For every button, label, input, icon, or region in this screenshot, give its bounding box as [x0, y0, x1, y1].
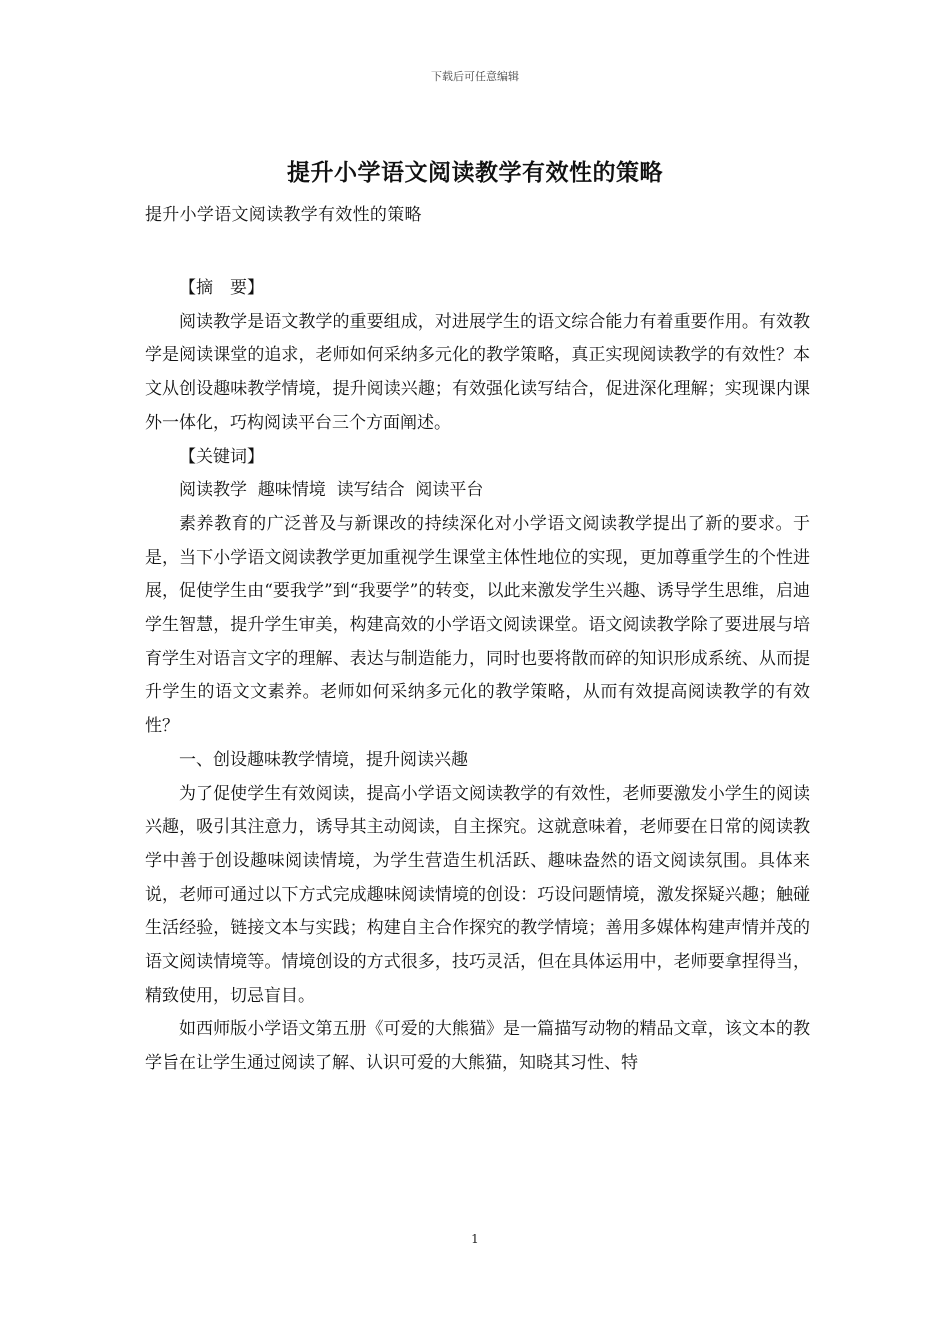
section-1-paragraph-2: 如西师版小学语文第五册《可爱的大熊猫》是一篇描写动物的精品文章，该文本的教学旨在让学生通过阅读了解、认识可爱的大熊猫，知晓其习性、特 [145, 1019, 810, 1074]
document-subtitle: 提升小学语文阅读教学有效性的策略 [145, 205, 422, 225]
keywords-heading: 【关键词】 [179, 446, 264, 467]
abstract-paragraph: 阅读教学是语文教学的重要组成，对进展学生的语文综合能力有着重要作用。有效教学是阅读课堂的追求，老师如何采纳多元化的教学策略，真正实现阅读教学的有效性？本文从创设趣味教学情境，提升阅读兴趣；有效强化读写结合，促进深化理解；实现课内课外一体化，巧构阅读平台三个方面阐述。 [145, 311, 810, 433]
keywords-paragraph: 阅读教学 趣味情境 读写结合 阅读平台 [179, 480, 484, 501]
document-title: 提升小学语文阅读教学有效性的策略 [287, 159, 663, 186]
page-number: 1 [471, 1232, 479, 1246]
header-note: 下载后可任意编辑 [431, 70, 519, 83]
abstract-heading: 【摘 要】 [179, 278, 264, 298]
section-1-paragraph-1: 为了促使学生有效阅读，提高小学语文阅读教学的有效性，老师要激发小学生的阅读兴趣，吸引其注意力，诱导其主动阅读，自主探究。这就意味着，老师要在日常的阅读教学中善于创设趣味阅读情境，为学生营造生机活跃、趣味盎然的语文阅读氛围。具体来说，老师可通过以下方式完成趣味阅读情境的创设：巧设问题情境，激发探疑兴趣；触碰生活经验，链接文本与实践；构建自主合作探究的教学情境；善用多媒体构建声情并茂的语文阅读情境等。情境创设的方式很多，技巧灵活，但在具体运用中，老师要拿捏得当，精致使用，切忌盲目。 [145, 783, 810, 1006]
document-body [145, 272, 810, 1081]
intro-paragraph: 素养教育的广泛普及与新课改的持续深化对小学语文阅读教学提出了新的要求。于是，当下小学语文阅读教学更加重视学生课堂主体性地位的实现，更加尊重学生的个性进展，促使学生由“要我学”到“我要学”的转变，以此来激发学生兴趣、诱导学生思维，启迪学生智慧，提升学生审美，构建高效的小学语文阅读课堂。语文阅读教学除了要进展与培育学生对语言文字的理解、表达与制造能力，同时也要将散而碎的知识形成系统、从而提升学生的语文文素养。老师如何采纳多元化的教学策略，从而有效提高阅读教学的有效性？ [145, 513, 810, 737]
section-heading-1: 一、创设趣味教学情境，提升阅读兴趣 [179, 749, 468, 770]
